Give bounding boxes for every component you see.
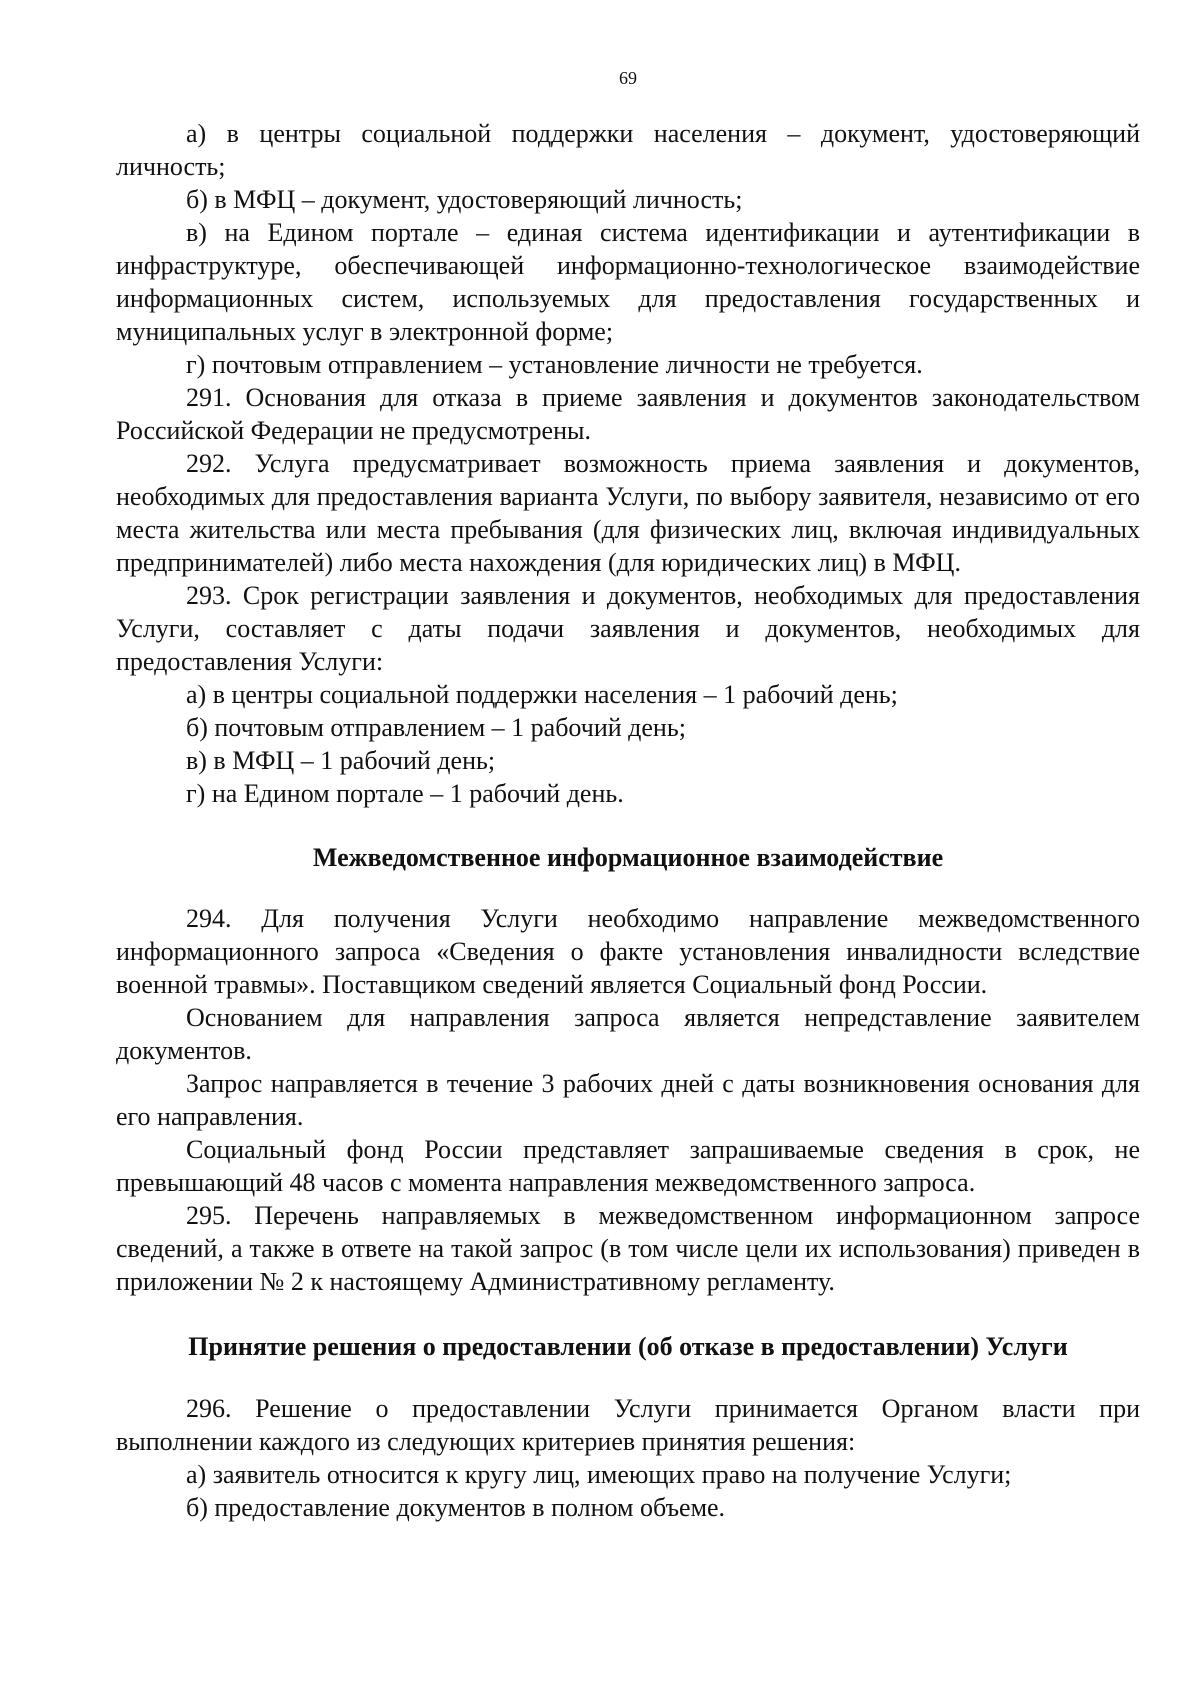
paragraph-296: 296. Решение о предоставлении Услуги принимается Органом власти при выполнении каждого из следующих критериев принятия решения: <box>116 1394 1140 1456</box>
paragraph-294-basis: Основанием для направления запроса является непредставление заявителем документов. <box>116 1003 1140 1065</box>
paragraph-293-item-a: а) в центры социальной поддержки населения – 1 рабочий день; <box>186 680 898 709</box>
paragraph-294-response-term: Социальный фонд России представляет запрашиваемые сведения в срок, не превышающий 48 часов с момента направления межведомственного запроса. <box>116 1135 1140 1197</box>
paragraph-292: 292. Услуга предусматривает возможность приема заявления и документов, необходимых для предоставления варианта Услуги, по выбору заявителя, независимо от его места жительства или места пребывания (для физических лиц, включая индивидуальных предпринимателей) либо места нахождения (для юридических лиц) в МФЦ. <box>116 449 1140 577</box>
paragraph-item-v-portal: в) на Едином портале – единая система идентификации и аутентификации в инфраструктуре, обеспечивающей информационно-технологическое взаимодействие информационных систем, используемых для предоставления государственных и муниципальных услуг в электронной форме; <box>116 218 1140 346</box>
paragraph-293-item-b: б) почтовым отправлением – 1 рабочий день; <box>186 713 686 742</box>
paragraph-295: 295. Перечень направляемых в межведомственном информационном запросе сведений, а также в ответе на такой запрос (в том числе цели их использования) приведен в приложении № 2 к настоящему Административному регламенту. <box>116 1201 1140 1296</box>
paragraph-293-item-v: в) в МФЦ – 1 рабочий день; <box>186 746 496 775</box>
section-heading-interagency: Межведомственное информационное взаимодействие <box>312 843 944 872</box>
document-body <box>116 117 1140 1524</box>
paragraph-293: 293. Срок регистрации заявления и документов, необходимых для предоставления Услуги, составляет с даты подачи заявления и документов, необходимых для предоставления Услуги: <box>116 581 1140 676</box>
paragraph-294: 294. Для получения Услуги необходимо направление межведомственного информационного запроса «Сведения о факте установления инвалидности вследствие военной травмы». Поставщиком сведений является Социальный фонд России. <box>116 904 1140 999</box>
paragraph-item-g-post: г) почтовым отправлением – установление личности не требуется. <box>186 350 923 379</box>
section-heading-decision: Принятие решения о предоставлении (об отказе в предоставлении) Услуги <box>188 1332 1068 1361</box>
page-number: 69 <box>619 68 637 88</box>
paragraph-291: 291. Основания для отказа в приеме заявления и документов законодательством Российской Федерации не предусмотрены. <box>116 383 1140 445</box>
paragraph-item-a-centers: а) в центры социальной поддержки населения – документ, удостоверяющий личность; <box>116 119 1140 181</box>
paragraph-294-request-term: Запрос направляется в течение 3 рабочих дней с даты возникновения основания для его направления. <box>116 1069 1140 1131</box>
paragraph-296-item-a: а) заявитель относится к кругу лиц, имеющих право на получение Услуги; <box>186 1460 1012 1489</box>
paragraph-item-b-mfc: б) в МФЦ – документ, удостоверяющий личность; <box>186 185 743 214</box>
paragraph-293-item-g: г) на Едином портале – 1 рабочий день. <box>186 779 624 808</box>
paragraph-296-item-b: б) предоставление документов в полном объеме. <box>186 1493 726 1522</box>
